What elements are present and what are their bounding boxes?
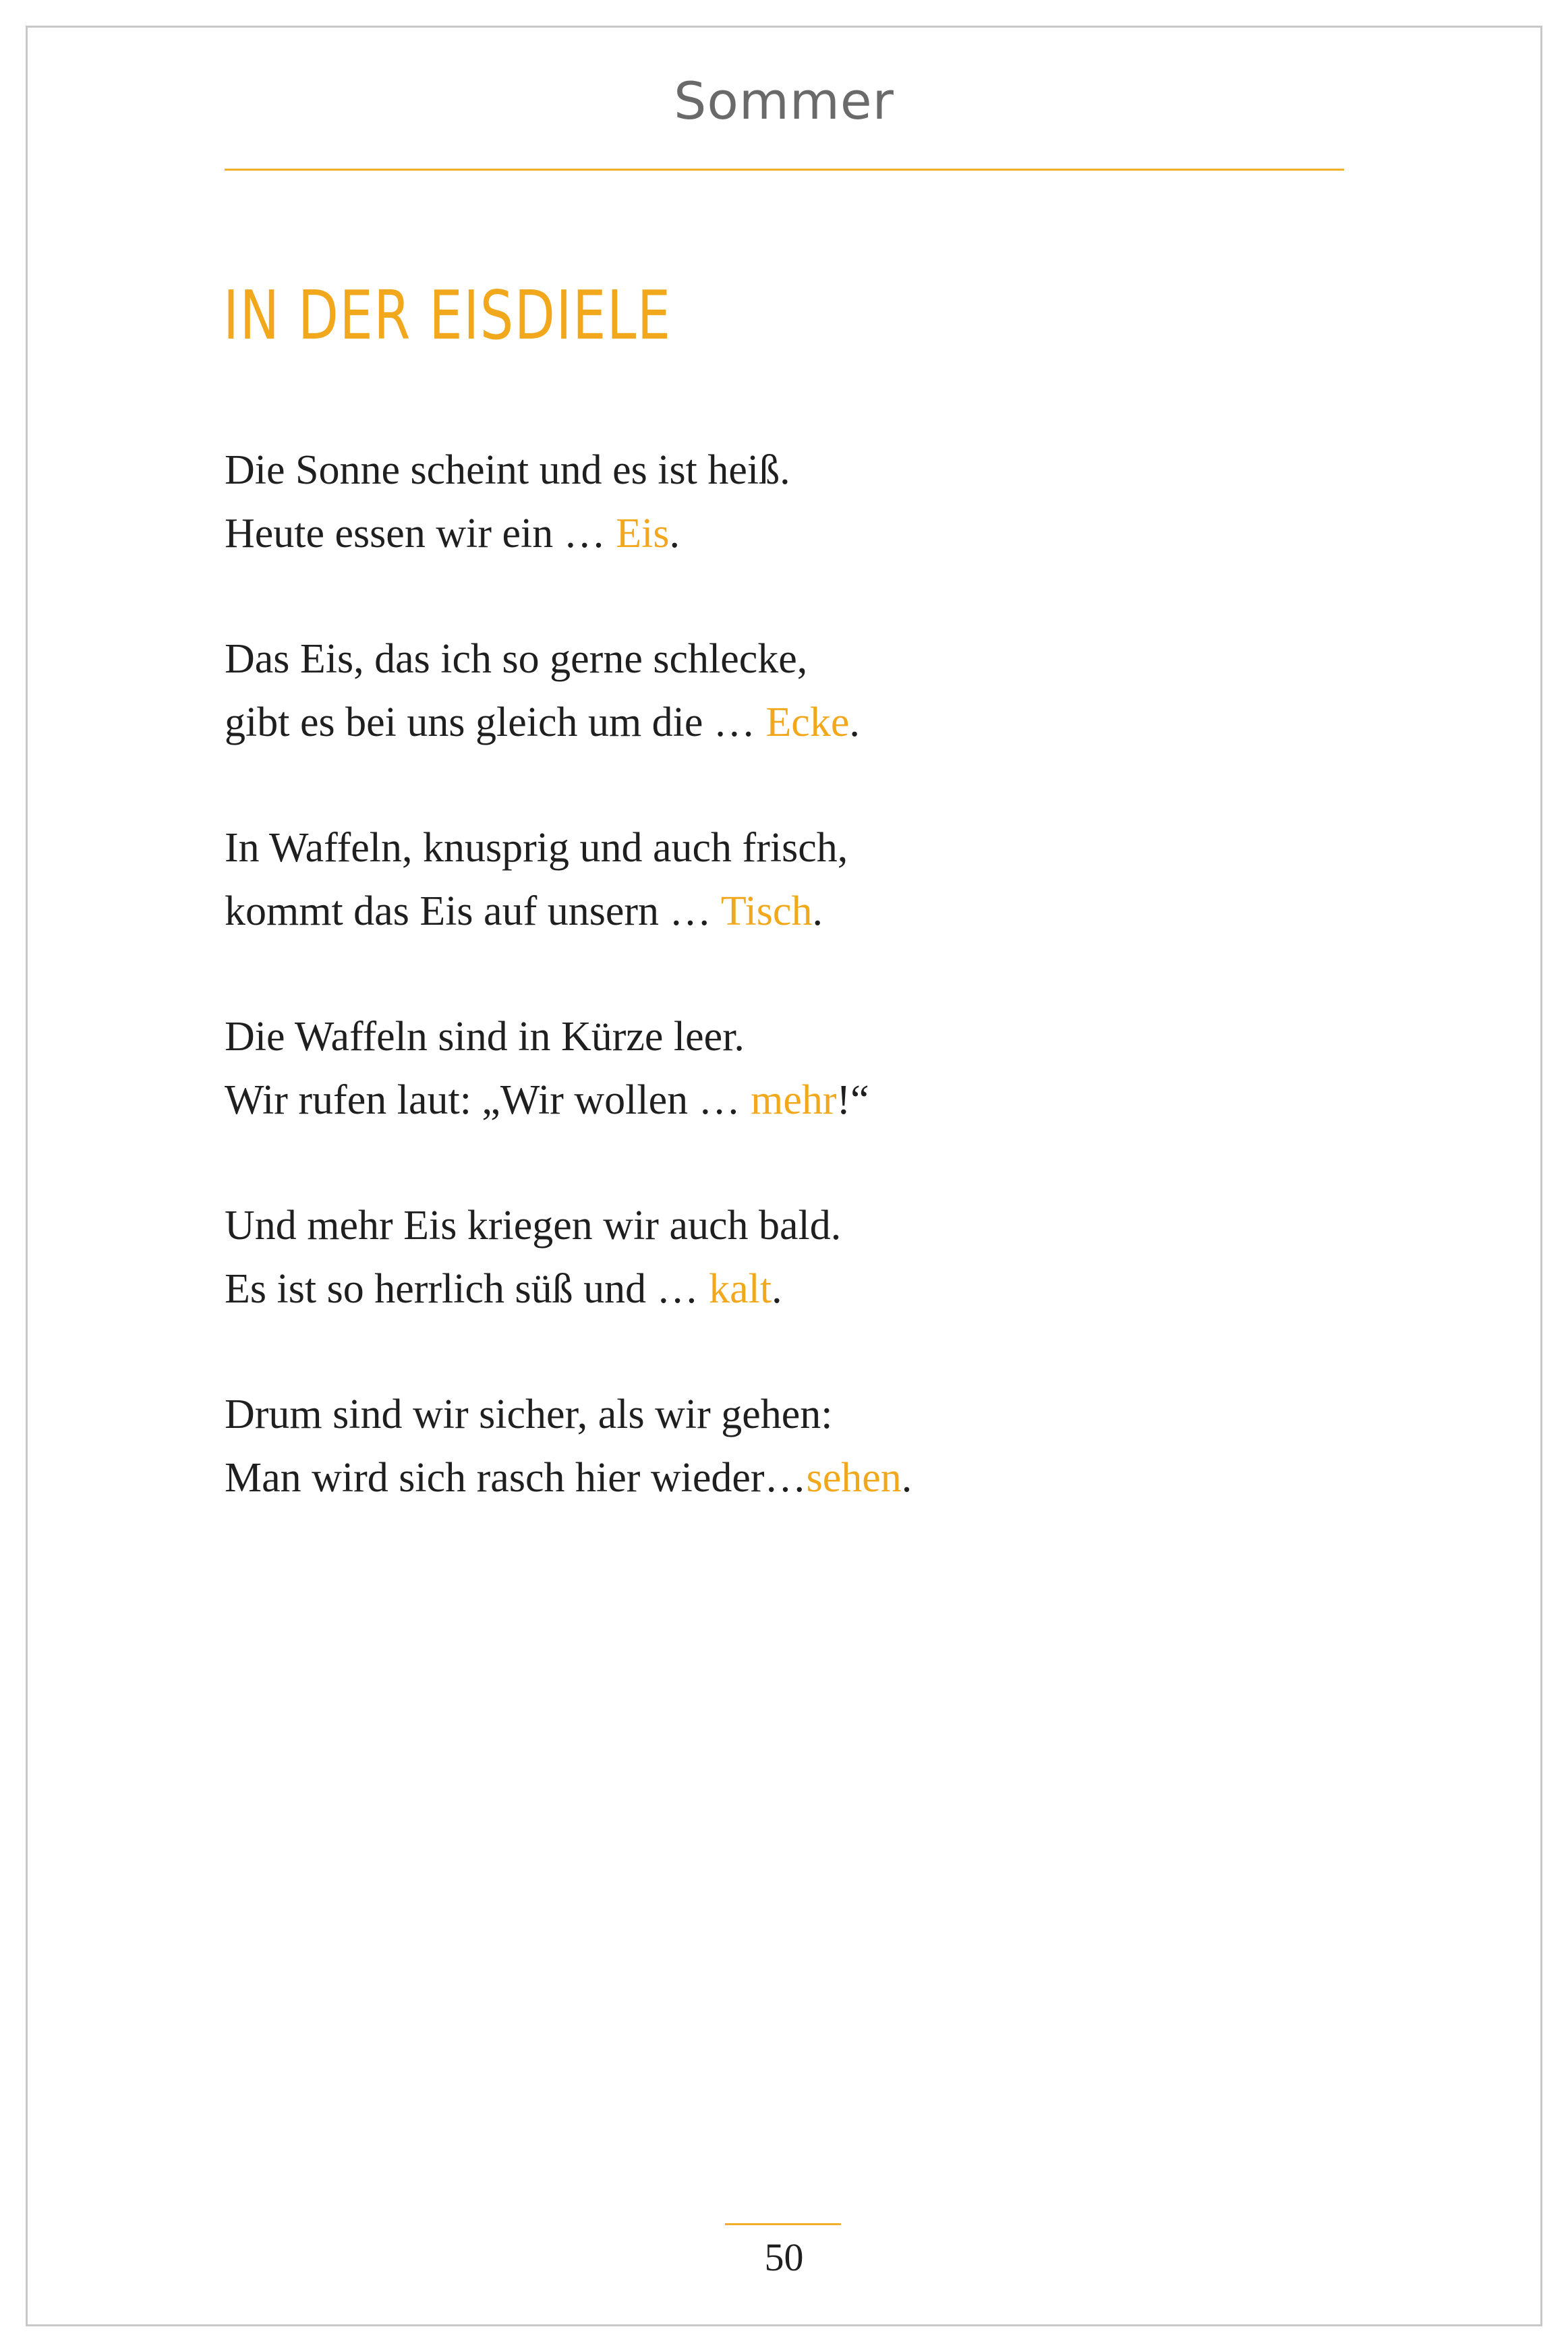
rhyme-word: Ecke <box>765 699 850 745</box>
stanza-5 <box>225 1194 1371 1321</box>
verse-punctuation: . <box>901 1455 912 1501</box>
stanza-1 <box>225 438 1371 565</box>
poem-body <box>225 438 1371 1572</box>
footer-rule <box>725 2223 841 2225</box>
verse-punctuation: . <box>849 699 860 745</box>
verse-line <box>225 880 1371 943</box>
verse-line: Drum sind wir sicher, als wir gehen: <box>225 1392 833 1437</box>
verse-line: In Waffeln, knusprig und auch frisch, <box>225 825 848 871</box>
rhyme-word: mehr <box>751 1077 837 1123</box>
verse-text: Heute essen wir ein … <box>225 511 616 556</box>
verse-line <box>225 1068 1371 1132</box>
page-number: 50 <box>764 2235 804 2279</box>
verse-text: kommt das Eis auf unsern … <box>225 888 721 934</box>
verse-line <box>225 1446 1371 1510</box>
stanza-2 <box>225 627 1371 754</box>
rhyme-word: sehen <box>806 1455 902 1501</box>
rhyme-word: Tisch <box>720 888 813 934</box>
verse-line <box>225 691 1371 754</box>
rhyme-word: Eis <box>616 511 670 556</box>
poem-title: IN DER EISDIELE <box>223 276 672 355</box>
rhyme-word: kalt <box>709 1266 772 1312</box>
verse-line: Die Waffeln sind in Kürze leer. <box>225 1014 745 1060</box>
verse-punctuation: . <box>669 511 680 556</box>
verse-line: Und mehr Eis kriegen wir auch bald. <box>225 1203 842 1249</box>
stanza-6 <box>225 1383 1371 1510</box>
verse-punctuation: !“ <box>836 1077 869 1123</box>
header-rule <box>225 169 1344 171</box>
running-head: Sommer <box>674 71 894 131</box>
verse-text: Es ist so herrlich süß und … <box>225 1266 709 1312</box>
verse-line: Die Sonne scheint und es ist heiß. <box>225 447 790 493</box>
verse-line <box>225 1257 1371 1321</box>
verse-line: Das Eis, das ich so gerne schlecke, <box>225 636 808 682</box>
verse-line <box>225 502 1371 565</box>
stanza-3 <box>225 816 1371 943</box>
verse-text: Man wird sich rasch hier wieder… <box>225 1455 807 1501</box>
verse-text: Wir rufen laut: „Wir wollen … <box>225 1077 751 1123</box>
verse-text: gibt es bei uns gleich um die … <box>225 699 766 745</box>
stanza-4 <box>225 1005 1371 1132</box>
verse-punctuation: . <box>812 888 823 934</box>
verse-punctuation: . <box>772 1266 782 1312</box>
